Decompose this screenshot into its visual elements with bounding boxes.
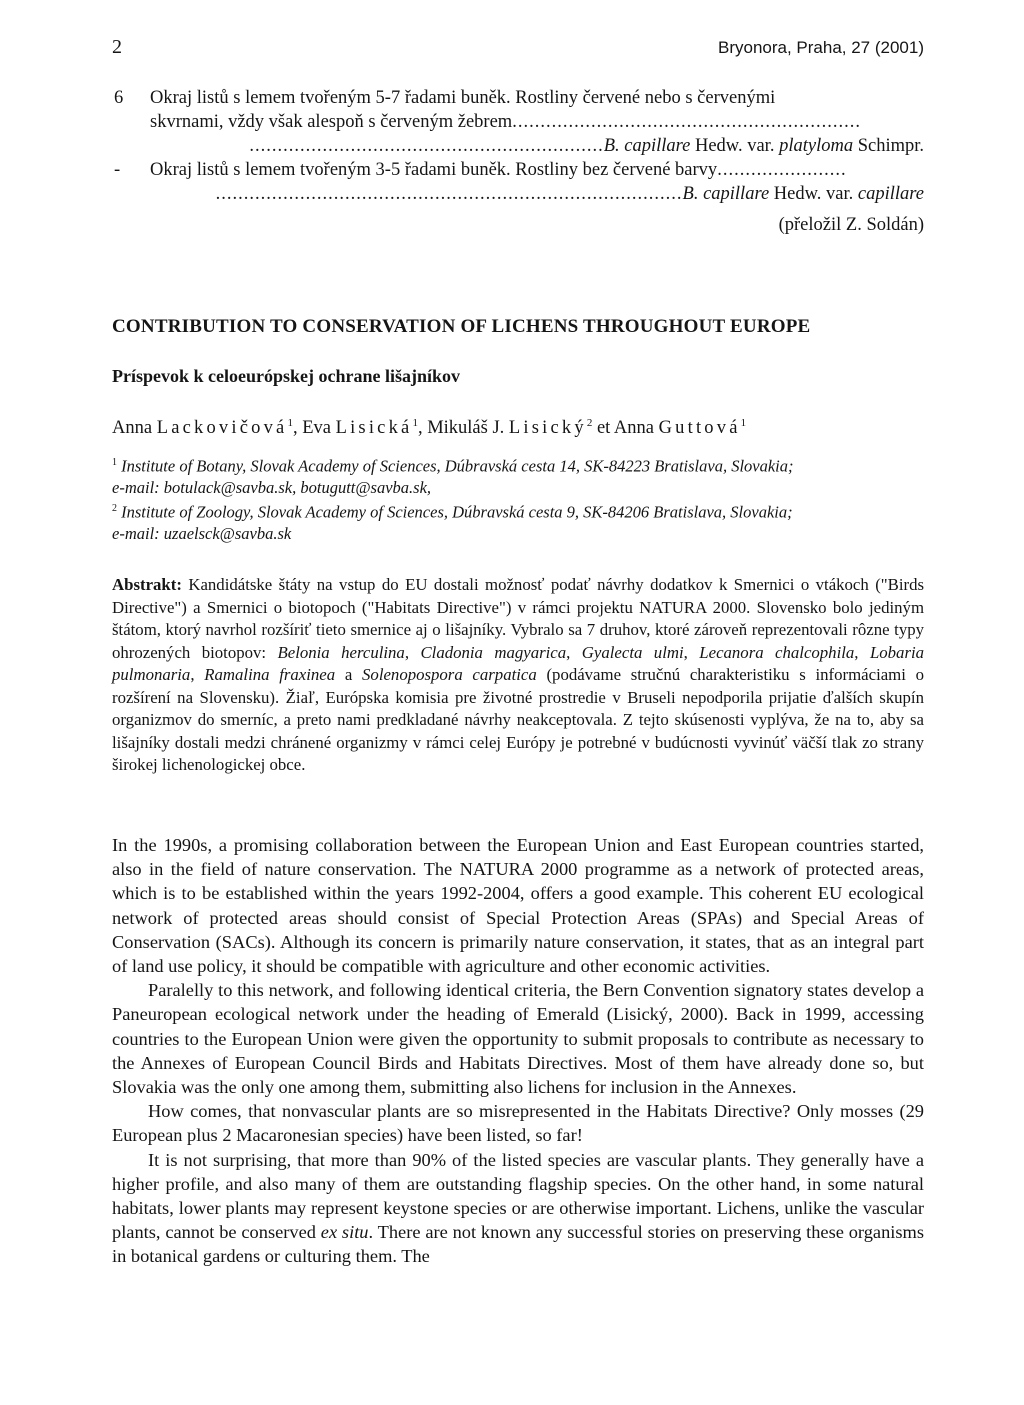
key-result-capillare: ...................................................................................B. capillare Hedw. var. capillare xyxy=(215,184,924,204)
abstract: Abstrakt: Kandidátske štáty na vstup do EU dostali možnosť podať návrhy dodatkov k Smernici o vtákoch ("Birds Directive") a Smernici o biotopoch ("Habitats Directive") v rámci projektu NATURA 2000. Slovensko bolo jediným štátom, ktorý navrhol rozšíriť tieto smernice aj o lišajníky. Vybralo sa 7 druhov, ktoré zároveň reprezentovali rôzne typy ohrozených biotopov: Belonia herculina, Cladonia magyarica, Gyalecta ulmi, Lecanora chalcophila, Lobaria pulmonaria, Ramalina fraxinea a Solenopospora carpatica (podávame stručnú charakteristiku s informáciami o rozšírení na Slovensku). Žiaľ, Európska komisia pre životné prostredie v Bruseli nepodporila prijatie ďalších skupín organizmov do smerníc, a preto nami predkladané návrhy neakceptovala. Z tejto skúsenosti vyplýva, že na to, aby sa lišajníky dostali medzi chránené organizmy v rámci celej Európy je potrebné v budúcnosti vyvinúť väčší tlak zo strany širokej lichenologickej obce. xyxy=(112,575,925,774)
body-paragraph: In the 1990s, a promising collaboration between the European Union and East European countries started, also in the field of nature conservation. The NATURA 2000 programme as a network of protected areas, which is to be established within the years 1992-2004, offers a good example. This coherent EU ecological network of protected areas should consist of Special Protection Areas (SPAs) and Special Areas of Conservation (SACs). Although its concern is primarily nature conservation, it states, that as an integral part of land use policy, it should be compatible with agriculture and other economic activities. xyxy=(112,835,924,977)
journal-citation: Bryonora, Praha, 27 (2001) xyxy=(717,38,924,57)
species-name: Gyalecta ulmi xyxy=(581,642,684,662)
author-list: Anna Lackovičová$^1$, Eva Lisická$^1$, Mikuláš J. Lisický$^2$ et Anna Guttová$^1$ xyxy=(112,417,747,439)
author-name: Lisický xyxy=(508,418,587,439)
species-name: Lecanora chalcophila xyxy=(699,642,855,662)
species-name: Ramalina fraxinea xyxy=(204,665,336,684)
affiliation-2: $^2$ Institute of Zoology, Slovak Academy of Sciences, Dúbravská cesta 9, SK-84206 Bratislava, Slovakia; e-mail: uzaelsck@savba.sk xyxy=(112,502,793,543)
species-name: Cladonia magyarica xyxy=(420,642,567,662)
translator-credit: (přeložil Z. Soldán) xyxy=(778,215,924,235)
identification-key xyxy=(112,86,924,237)
species-name: Solenopospora carpatica xyxy=(362,665,537,684)
article-title: CONTRIBUTION TO CONSERVATION OF LICHENS THROUGHOUT EUROPE xyxy=(112,316,811,337)
affiliation-1: $^1$ Institute of Botany, Slovak Academy of Sciences, Dúbravská cesta 14, SK-84223 Bratislava, Slovakia; e-mail: botulack@savba.sk, botugutt@savba.sk, xyxy=(112,456,794,497)
species-name: Belonia herculina xyxy=(277,642,405,662)
key-couplet-6-line: 6 Okraj listů s lemem tvořeným 5-7 řadami buněk. Rostliny červené nebo s červenými xyxy=(114,88,776,108)
page-number: 2 xyxy=(112,36,122,58)
article-body xyxy=(112,833,924,1269)
key-couplet-alt-line: - Okraj listů s lemem tvořeným 3-5 řadami buněk. Rostliny bez červené barvy....................... xyxy=(114,160,847,180)
key-couplet-6-continuation: skvrnami, vždy však alespoň s červeným žebrem.............................................................. xyxy=(150,112,861,132)
article-subtitle: Príspevok k celoeurópskej ochrane lišajníkov xyxy=(112,366,461,386)
species-name: Lobaria pulmonaria xyxy=(112,642,925,684)
body-paragraph: It is not surprising, that more than 90% of the listed species are vascular plants. They generally have a higher profile, and also many of them are outstanding flagship species. On the other hand, in some natural habitats, lower plants may represent keystone species or are otherwise important. Lichens, unlike the vascular plants, cannot be conserved ex situ. There are not known any successful stories on preserving these organisms in botanical gardens or culturing them. The xyxy=(112,1149,924,1267)
body-paragraph: Paralelly to this network, and following identical criteria, the Bern Convention signatory states develop a Paneuropean ecological network under the heading of Emerald (Lisický, 2000). Back in 1999, accessing countries to the European Union were given the opportunity to submit proposals to contribute as necessary to the Annexes of European Council Birds and Habitats Directives. Most of them have already done so, but Slovakia was the only one among them, submitting also lichens for inclusion in the Annexes. xyxy=(112,980,924,1098)
abstract-label: Abstrakt: xyxy=(112,575,182,594)
author-name: Lisická xyxy=(335,418,413,439)
email-addresses: e-mail: botulack@savba.sk, botugutt@savba.sk, xyxy=(112,477,432,497)
author-name: Guttová xyxy=(658,418,741,439)
email-addresses: e-mail: uzaelsck@savba.sk xyxy=(112,523,292,543)
body-paragraph: How comes, that nonvascular plants are so misrepresented in the Habitats Directive? Only mosses (29 European plus 2 Macaronesian species) have been listed, so far! xyxy=(112,1101,924,1146)
key-result-platyloma: ...............................................................B. capillare Hedw. var. platyloma Schimpr. xyxy=(249,136,924,156)
running-header xyxy=(112,36,924,60)
author-name: Lackovičová xyxy=(156,418,288,439)
